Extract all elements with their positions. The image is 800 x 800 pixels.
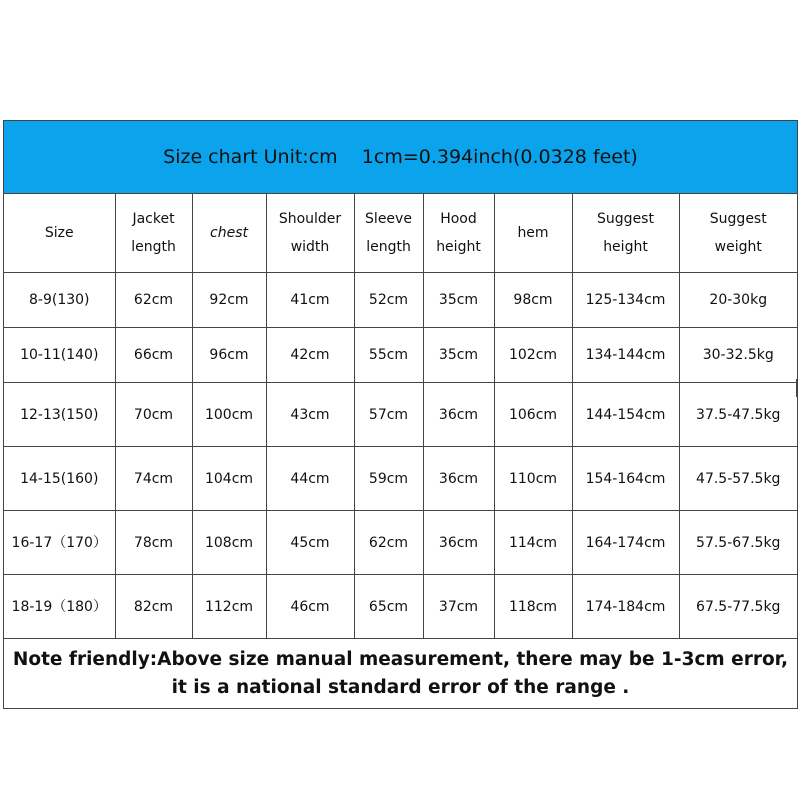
table-cell: 36cm — [423, 447, 494, 511]
table-cell: 74cm — [115, 447, 192, 511]
table-cell: 52cm — [354, 273, 423, 328]
table-cell: 43cm — [266, 383, 354, 447]
table-cell: 59cm — [354, 447, 423, 511]
table-cell: 144-154cm — [572, 383, 679, 447]
table-cell: 45cm — [266, 511, 354, 575]
table-cell: 96cm — [192, 328, 266, 383]
table-row — [4, 511, 797, 575]
table-cell: 78cm — [115, 511, 192, 575]
table-cell: 112cm — [192, 575, 266, 639]
table-cell: 65cm — [354, 575, 423, 639]
size-table — [4, 194, 797, 638]
table-cell: 30-32.5kg — [679, 328, 797, 383]
table-cell: 174-184cm — [572, 575, 679, 639]
table-cell: 36cm — [423, 383, 494, 447]
table-cell: 154-164cm — [572, 447, 679, 511]
table-cell: 46cm — [266, 575, 354, 639]
table-cell: 18-19（180） — [4, 575, 115, 639]
table-cell: 14-15(160) — [4, 447, 115, 511]
table-cell: 66cm — [115, 328, 192, 383]
column-header: chest — [192, 194, 266, 273]
table-cell: 44cm — [266, 447, 354, 511]
table-header-row — [4, 194, 797, 273]
table-cell: 8-9(130) — [4, 273, 115, 328]
table-cell: 42cm — [266, 328, 354, 383]
table-cell: 41cm — [266, 273, 354, 328]
table-row — [4, 575, 797, 639]
measurement-note: Note friendly:Above size manual measurement, there may be 1-3cm error, it is a national standard error of the range . — [4, 638, 797, 708]
table-cell: 47.5-57.5kg — [679, 447, 797, 511]
table-cell: 37.5-47.5kg — [679, 383, 797, 447]
column-header: Suggest weight — [679, 194, 797, 273]
table-cell: 62cm — [354, 511, 423, 575]
table-cell: 82cm — [115, 575, 192, 639]
column-header: Suggest height — [572, 194, 679, 273]
table-cell: 110cm — [494, 447, 572, 511]
table-cell: 70cm — [115, 383, 192, 447]
table-cell: 125-134cm — [572, 273, 679, 328]
column-header: Sleeve length — [354, 194, 423, 273]
table-cell: 57.5-67.5kg — [679, 511, 797, 575]
table-cell: 62cm — [115, 273, 192, 328]
table-cell: 12-13(150) — [4, 383, 115, 447]
table-cell: 104cm — [192, 447, 266, 511]
table-cell: 16-17（170） — [4, 511, 115, 575]
table-row — [4, 328, 797, 383]
table-row — [4, 273, 797, 328]
table-row — [4, 447, 797, 511]
column-header: Hood height — [423, 194, 494, 273]
table-cell: 10-11(140) — [4, 328, 115, 383]
column-header: Shoulder width — [266, 194, 354, 273]
table-cell: 108cm — [192, 511, 266, 575]
table-cell: 164-174cm — [572, 511, 679, 575]
table-cell: 20-30kg — [679, 273, 797, 328]
table-cell: 35cm — [423, 273, 494, 328]
size-chart-title: Size chart Unit:cm 1cm=0.394inch(0.0328 feet) — [4, 121, 797, 194]
table-cell: 35cm — [423, 328, 494, 383]
column-header: Jacket length — [115, 194, 192, 273]
table-cell: 98cm — [494, 273, 572, 328]
table-cell: 114cm — [494, 511, 572, 575]
table-row — [4, 383, 797, 447]
table-cell: 55cm — [354, 328, 423, 383]
table-cell: 67.5-77.5kg — [679, 575, 797, 639]
column-header: hem — [494, 194, 572, 273]
table-cell: 118cm — [494, 575, 572, 639]
column-header: Size — [4, 194, 115, 273]
edge-tick-mark — [796, 379, 798, 397]
table-cell: 37cm — [423, 575, 494, 639]
table-cell: 100cm — [192, 383, 266, 447]
table-cell: 134-144cm — [572, 328, 679, 383]
table-cell: 102cm — [494, 328, 572, 383]
table-cell: 106cm — [494, 383, 572, 447]
table-cell: 36cm — [423, 511, 494, 575]
table-cell: 92cm — [192, 273, 266, 328]
size-chart — [3, 120, 798, 709]
table-cell: 57cm — [354, 383, 423, 447]
